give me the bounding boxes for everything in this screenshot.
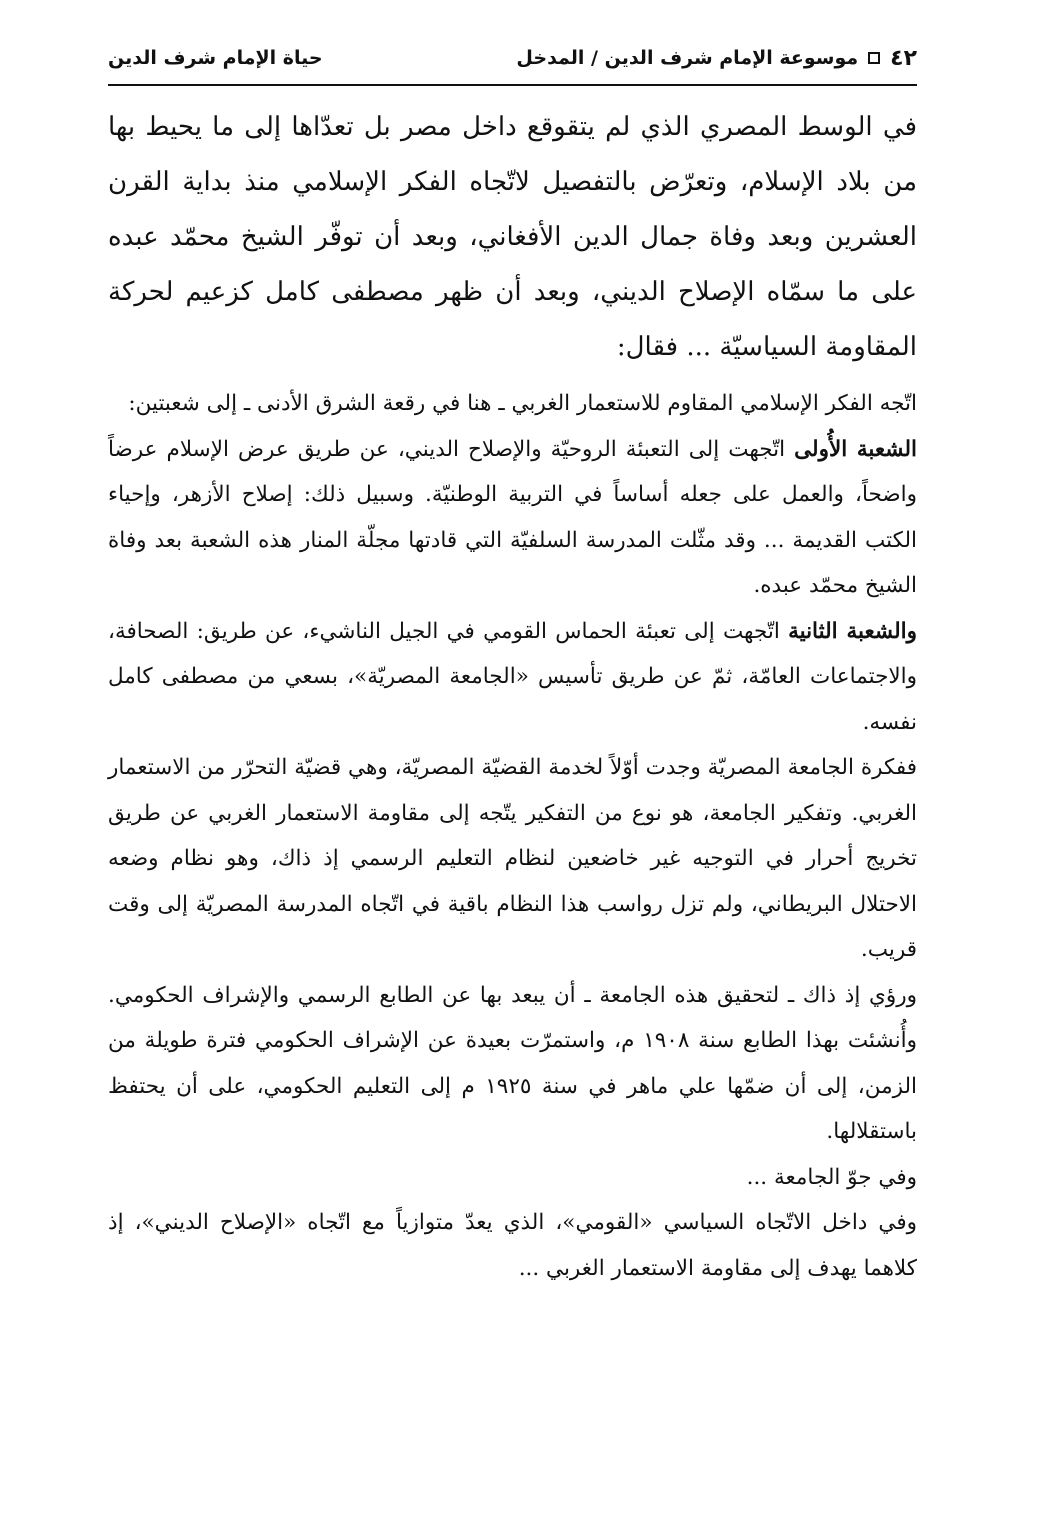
intro-paragraph: في الوسط المصري الذي لم يتقوقع داخل مصر بل تعدّاها إلى ما يحيط بها من بلاد الإسلام، وتعرّض بالتفصيل لاتّجاه الفكر الإسلامي منذ بداية القرن العشرين وبعد وفاة جمال الدين الأفغاني، وبعد أن توفّر الشيخ محمّد عبده على ما سمّاه الإصلاح الديني، وبعد أن ظهر مصطفى كامل كزعيم لحركة المقاومة السياسيّة ... فقال:: [108, 112, 918, 362]
first-branch-text: اتّجهت إلى التعبئة الروحيّة والإصلاح الديني، عن طريق عرض الإسلام عرضاً واضحاً، والعمل على جعله أساساً في التربية الوطنيّة. وسبيل ذلك: إصلاح الأزهر، وإحياء الكتب القديمة ... وقد مثّلت المدرسة السلفيّة التي قادتها مجلّة المنار هذه الشعبة بعد وفاة الشيخ محمّد عبده.: [108, 436, 917, 598]
header-divider: [108, 84, 917, 86]
quote-paragraph-4: ففكرة الجامعة المصريّة وجدت أوّلاً لخدمة القضيّة المصريّة، وهي قضيّة التحرّر من الاستعمار الغربي. وتفكير الجامعة، هو نوع من التفكير يتّجه إلى مقاومة الاستعمار الغربي عن طريق تخريج أحرار في التوجيه غير خاضعين لنظام التعليم الرسمي إذ ذاك، وهو نظام وضعه الاحتلال البريطاني، ولم تزل رواسب هذا النظام باقية في اتّجاه المدرسة المصريّة إلى وقت قريب.: [108, 755, 917, 962]
first-branch-heading: الشعبة الأُولى: [794, 436, 917, 462]
square-icon: [868, 52, 880, 64]
quote-paragraph-3: [108, 609, 917, 746]
second-branch-text: اتّجهت إلى تعبئة الحماس القومي في الجيل الناشيء، عن طريق: الصحافة، والاجتماعات العامّة، ثمّ عن طريق تأسيس «الجامعة المصريّة»، بسعي من مصطفى كامل نفسه.: [108, 618, 917, 735]
quoted-passage: [108, 381, 917, 1291]
quote-paragraph-1: اتّجه الفكر الإسلامي المقاوم للاستعمار الغربي ـ هنا في رقعة الشرق الأدنى ـ إلى شعبتين:: [128, 391, 917, 416]
page-number: ٤٢: [890, 45, 917, 71]
quote-paragraph-6: وفي جوّ الجامعة ...: [746, 1164, 917, 1190]
second-branch-heading: والشعبة الثانية: [788, 618, 917, 644]
page-body: [108, 100, 917, 1291]
running-header-right: [516, 46, 917, 71]
quote-paragraph-7: وفي داخل الاتّجاه السياسي «القومي»، الذي يعدّ متوازياً مع اتّجاه «الإصلاح الديني»، إذ كلاهما يهدف إلى مقاومة الاستعمار الغربي ...: [108, 1210, 917, 1281]
book-section-title: موسوعة الإمام شرف الدين / المدخل: [516, 47, 859, 69]
quote-paragraph-5: ورؤي إذ ذاك ـ لتحقيق هذه الجامعة ـ أن يبعد بها عن الطابع الرسمي والإشراف الحكومي. وأُنشئت بهذا الطابع سنة ١٩٠٨ م، واستمرّت بعيدة عن الإشراف الحكومي فترة طويلة من الزمن، إلى أن ضمّها علي ماهر في سنة ١٩٢٥ م إلى التعليم الحكومي، على أن يحتفظ باستقلالها.: [108, 982, 917, 1144]
running-header-left: حياة الإمام شرف الدين: [108, 47, 323, 69]
quote-paragraph-2: [108, 427, 917, 609]
page-header: [108, 38, 917, 78]
